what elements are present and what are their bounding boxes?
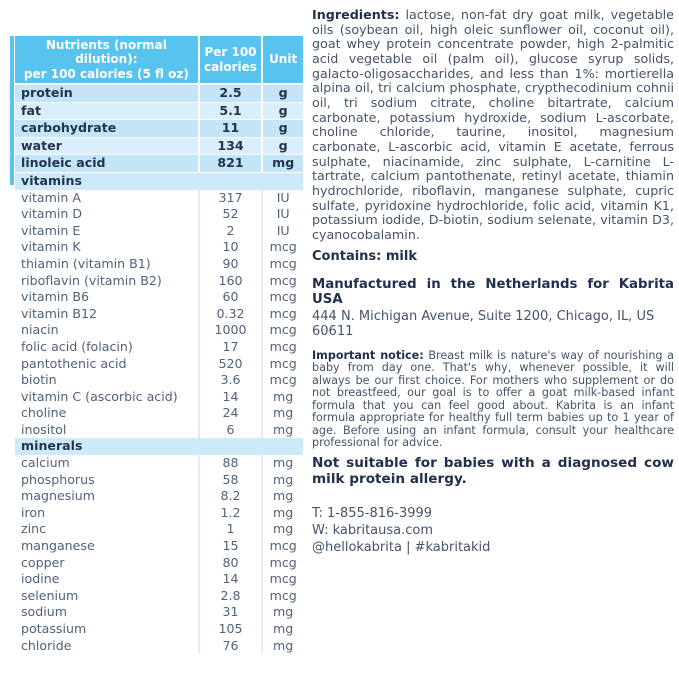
nutrient-value-cell: 2.5 [198,85,262,102]
nutrient-name-cell: linoleic acid [21,155,106,171]
table-row [15,505,303,522]
nutrient-value-cell: 160 [198,273,262,290]
nutrient-value-cell: 24 [198,405,262,422]
nutrient-name-cell: vitamin B12 [21,305,98,321]
nutrient-value-cell: 821 [198,155,262,172]
nutrient-value-cell: 14 [198,389,262,406]
table-header-unit: Unit [263,36,303,83]
contact-block [312,505,674,556]
nutrient-value-cell: 5.1 [198,103,262,120]
table-row [15,621,303,638]
nutrient-value-cell: 1000 [198,322,262,339]
table-section-header: vitamins [15,173,303,190]
nutrient-value-cell: 134 [198,138,262,155]
table-header-nutrients [15,36,198,83]
nutrient-name-cell: zinc [21,521,47,537]
nutrient-unit-cell: mg [261,505,303,522]
table-header-nutrients-line2: per 100 calories (5 fl oz) [23,66,189,81]
table-row [15,356,303,373]
nutrient-value-cell: 1.2 [198,505,262,522]
table-row [15,206,303,223]
table-row [15,120,303,138]
nutrient-value-cell: 76 [198,638,262,655]
table-row [15,239,303,256]
nutrient-value-cell: 88 [198,455,262,472]
table-row [15,538,303,555]
nutrient-value-cell: 52 [198,206,262,223]
nutrient-name-cell: calcium [21,455,70,471]
nutrient-name-cell: vitamin K [21,239,81,255]
nutrient-value-cell: 58 [198,472,262,489]
table-row [15,389,303,406]
table-row [15,138,303,156]
nutrient-value-cell: 14 [198,571,262,588]
table-row [15,372,303,389]
nutrient-unit-cell: mg [261,638,303,655]
nutrient-value-cell: 90 [198,256,262,273]
nutrient-name-cell: vitamin E [21,222,81,238]
table-header-nutrients-line1: Nutrients (normal dilution): [45,38,167,67]
table-row [15,190,303,207]
nutrient-name-cell: selenium [21,587,79,603]
nutrient-unit-cell: g [261,103,303,120]
nutrient-unit-cell: mcg [261,356,303,373]
nutrient-unit-cell: mcg [261,372,303,389]
nutrient-unit-cell: mg [261,604,303,621]
nutrient-unit-cell: mcg [261,339,303,356]
nutrient-unit-cell: mcg [261,306,303,323]
nutrient-unit-cell: IU [261,206,303,223]
nutrient-value-cell: 15 [198,538,262,555]
nutrient-name-cell: carbohydrate [21,120,117,136]
manufactured-statement: Manufactured in the Netherlands for Kabrita USA [312,276,674,307]
nutrient-name-cell: chloride [21,637,72,653]
table-row [15,472,303,489]
table-left-accent-bar [10,36,14,185]
nutrient-value-cell: 2.8 [198,588,262,605]
nutrient-name-cell: water [21,137,62,153]
table-row [15,85,303,103]
table-row [15,339,303,356]
table-row [15,455,303,472]
nutrient-value-cell: 520 [198,356,262,373]
nutrient-unit-cell: mg [261,488,303,505]
nutrient-name-cell: sodium [21,604,68,620]
ingredients-paragraph [312,8,674,243]
nutrient-value-cell: 317 [198,190,262,207]
nutrient-unit-cell: mcg [261,322,303,339]
nutrient-name-cell: iodine [21,571,60,587]
nutrient-value-cell: 6 [198,422,262,439]
nutrient-name-cell: pantothenic acid [21,355,127,371]
nutrient-unit-cell: mcg [261,571,303,588]
important-notice-text: Breast milk is nature's way of nourishing a baby from day one. That's why, whenever possible, it will always be our first choice. For mothers who supplement or do not breastfeed, our goal is to offer a goat milk-based infant formula that you can feel good about. Kabrita is an infant formula appropriate for healthy full term babies up to 1 year of age. Before using an infant formula, consult your healthcare professional for advice. [312,348,674,450]
important-notice-paragraph [312,350,674,450]
nutrient-name-cell: riboflavin (vitamin B2) [21,272,162,288]
ingredients-label: Ingredients: [312,7,400,22]
nutrient-unit-cell: mcg [261,256,303,273]
nutrient-name-cell: phosphorus [21,471,95,487]
nutrient-name-cell: choline [21,405,67,421]
nutrient-value-cell: 31 [198,604,262,621]
nutrition-table [15,36,303,654]
nutrient-unit-cell: mg [261,521,303,538]
contact-phone: T: 1-855-816-3999 [312,505,433,521]
table-row [15,322,303,339]
nutrient-unit-cell: mg [261,472,303,489]
table-section-header: minerals [15,438,303,455]
nutrient-name-cell: protein [21,85,73,100]
nutrient-unit-cell: IU [261,190,303,207]
nutrient-name-cell: vitamin C (ascorbic acid) [21,388,178,404]
nutrient-unit-cell: mg [261,405,303,422]
table-row [15,273,303,290]
table-header-per100: Per 100 calories [200,36,262,83]
nutrient-name-cell: thiamin (vitamin B1) [21,255,151,271]
nutrient-name-cell: niacin [21,322,59,338]
table-row [15,405,303,422]
table-row [15,604,303,621]
table-row [15,571,303,588]
nutrient-unit-cell: IU [261,223,303,240]
nutrient-name-cell: biotin [21,372,57,388]
important-notice-label: Important notice: [312,348,424,362]
nutrient-unit-cell: g [261,85,303,102]
nutrient-unit-cell: mcg [261,273,303,290]
nutrient-unit-cell: mcg [261,588,303,605]
nutrient-value-cell: 17 [198,339,262,356]
nutrient-value-cell: 60 [198,289,262,306]
table-row [15,223,303,240]
nutrient-value-cell: 11 [198,120,262,137]
nutrient-name-cell: vitamin D [21,206,83,222]
nutrient-unit-cell: mg [261,621,303,638]
nutrient-unit-cell: mg [261,155,303,172]
nutrient-name-cell: vitamin B6 [21,289,90,305]
label-text-column [312,8,674,556]
nutrient-unit-cell: mcg [261,239,303,256]
nutrient-value-cell: 8.2 [198,488,262,505]
table-row [15,103,303,121]
nutrient-unit-cell: g [261,138,303,155]
ingredients-text: lactose, non-fat dry goat milk, vegetable oils (soybean oil, high oleic sunflower oil, coconut oil), goat whey protein concentrate powder, high 2-palmitic acid vegetable oil (palm oil), glucose syrup solids, galacto-oligosaccharides, and less than 1%: mortierella alpina oil, tri calcium phosphate, crypthecodinium cohnii oil, tri sodium citrate, choline bitartrate, calcium carbonate, potassium hydroxide, sodium L-ascorbate, choline chloride, taurine, inositol, magnesium carbonate, L-ascorbic acid, vitamin E acetate, ferrous sulphate, niacinamide, zinc sulphate, L-carnitine L-tartrate, calcium pantothenate, retinyl acetate, thiamin hydrochloride, riboflavin, manganese sulphate, cupric sulfate, pyridoxine hydrochloride, folic acid, vitamin K1, potassium iodide, D-biotin, sodium selenate, vitamin D3, cyanocobalamin. [312,7,674,242]
table-row [15,588,303,605]
nutrient-unit-cell: mcg [261,555,303,572]
nutrient-unit-cell: mg [261,389,303,406]
nutrient-name-cell: potassium [21,621,87,636]
nutrient-unit-cell: mg [261,422,303,439]
nutrient-unit-cell: mcg [261,538,303,555]
cow-milk-allergy-warning: Not suitable for babies with a diagnosed cow milk protein allergy. [312,454,674,488]
nutrient-name-cell: folic acid (folacin) [21,338,133,354]
nutrient-name-cell: copper [21,554,65,570]
table-header-row [15,36,303,83]
table-rows [15,85,303,654]
nutrient-value-cell: 105 [198,621,262,638]
nutrient-value-cell: 3.6 [198,372,262,389]
nutrient-name-cell: magnesium [21,488,96,504]
table-row [15,306,303,323]
contains-statement: Contains: milk [312,248,417,264]
nutrient-value-cell: 0.32 [198,306,262,323]
table-row [15,289,303,306]
nutrient-name-cell: iron [21,504,46,520]
nutrient-name-cell: inositol [21,421,67,437]
contact-website: W: kabritausa.com [312,522,434,538]
nutrient-name-cell: manganese [21,538,95,554]
nutrient-unit-cell: g [261,120,303,137]
nutrient-value-cell: 80 [198,555,262,572]
table-row [15,155,303,173]
nutrient-name-cell: fat [21,102,41,118]
manufacturer-address: 444 N. Michigan Avenue, Suite 1200, Chicago, IL, US 60611 [312,308,655,339]
nutrient-value-cell: 2 [198,223,262,240]
table-row [15,521,303,538]
table-row [15,638,303,655]
table-row [15,555,303,572]
nutrient-value-cell: 1 [198,521,262,538]
nutrient-unit-cell: mg [261,455,303,472]
nutrient-name-cell: vitamin A [21,189,81,205]
nutrient-value-cell: 10 [198,239,262,256]
contact-social: @hellokabrita | #kabritakid [312,539,491,555]
table-row [15,422,303,439]
table-row [15,488,303,505]
table-row [15,256,303,273]
nutrient-unit-cell: mcg [261,289,303,306]
